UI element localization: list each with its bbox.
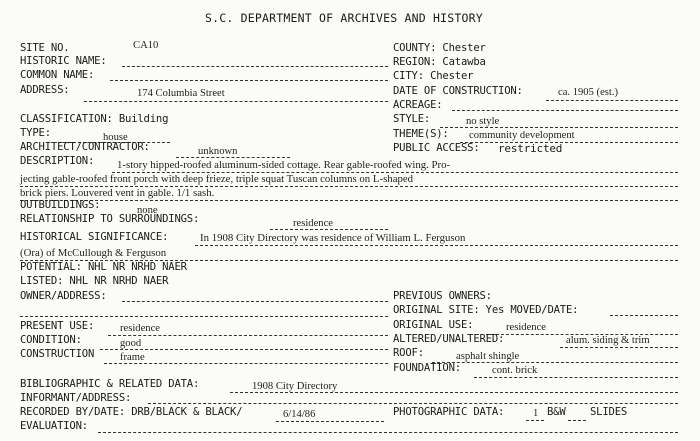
public-access-label: PUBLIC ACCESS: xyxy=(393,142,480,154)
architect-line xyxy=(176,157,290,158)
historic-name-label: HISTORIC NAME: xyxy=(20,55,107,67)
photographic-data-label: PHOTOGRAPHIC DATA: xyxy=(393,406,505,418)
acreage-label: ACREAGE: xyxy=(393,99,443,111)
historic-name-line xyxy=(122,66,388,67)
present-use-line xyxy=(108,335,388,336)
photographic-count-line xyxy=(526,420,544,421)
relationship-line xyxy=(270,229,388,230)
owner-address-line xyxy=(122,301,388,302)
recorded-label: RECORDED BY/DATE: DRB/BLACK & BLACK/ xyxy=(20,406,243,418)
site-no-label: SITE NO. xyxy=(20,42,70,54)
recorded-date: 6/14/86 xyxy=(283,409,316,420)
owner-address-label: OWNER/ADDRESS: xyxy=(20,290,107,302)
common-name-line xyxy=(110,80,388,81)
construction-value: frame xyxy=(120,352,145,363)
theme-line xyxy=(460,142,678,143)
description-rule-3 xyxy=(20,200,678,201)
bibliographic-label: BIBLIOGRAPHIC & RELATED DATA: xyxy=(20,378,200,390)
description-line-2: jecting gable-roofed front porch with deep frieze, triple squat Tuscan columns on L-shaped xyxy=(20,173,414,185)
classification-label: CLASSIFICATION: Building xyxy=(20,113,169,125)
architect-value: unknown xyxy=(198,146,238,157)
previous-owners-label: PREVIOUS OWNERS: xyxy=(393,290,492,302)
bibliographic-line xyxy=(230,392,678,393)
acreage-line xyxy=(452,110,678,111)
photographic-slides: SLIDES xyxy=(590,406,628,418)
theme-value: community development xyxy=(469,130,575,141)
original-use-label: ORIGINAL USE: xyxy=(393,319,474,331)
historical-significance-label: HISTORICAL SIGNIFICANCE: xyxy=(20,231,169,243)
foundation-line xyxy=(474,377,678,378)
recorded-line xyxy=(276,421,384,422)
altered-value: alum. siding & trim xyxy=(566,335,650,346)
public-access-value: restricted xyxy=(498,142,563,155)
relationship-label: RELATIONSHIP TO SURROUNDINGS: xyxy=(20,213,200,225)
historical-line-2: (Ora) of McCullough & Ferguson xyxy=(20,247,167,259)
style-value: no style xyxy=(466,116,500,127)
roof-label: ROOF: xyxy=(393,347,424,359)
outbuildings-label: OUTBUILDINGS: xyxy=(20,199,101,211)
date-of-construction-label: DATE OF CONSTRUCTION: xyxy=(393,85,523,97)
common-name-label: COMMON NAME: xyxy=(20,69,95,81)
date-of-construction-line xyxy=(546,100,678,101)
altered-label: ALTERED/UNALTERED: xyxy=(393,333,505,345)
potential-label: POTENTIAL: NHL NR NRHD NAER xyxy=(20,261,187,273)
foundation-label: FOUNDATION: xyxy=(393,362,461,374)
informant-line xyxy=(148,403,678,404)
roof-value: asphalt shingle xyxy=(456,351,520,362)
type-label: TYPE: xyxy=(20,127,51,139)
county-label: COUNTY: Chester xyxy=(393,42,486,54)
region-label: REGION: Catawba xyxy=(393,56,486,68)
altered-line xyxy=(560,347,678,348)
evaluation-label: EVALUATION: xyxy=(20,420,88,432)
construction-line xyxy=(104,363,388,364)
informant-label: INFORMANT/ADDRESS: xyxy=(20,392,132,404)
condition-value: good xyxy=(120,338,142,349)
roof-line xyxy=(432,362,678,363)
theme-label: THEME(S): xyxy=(393,128,449,140)
city-label: CITY: Chester xyxy=(393,70,474,82)
address-label: ADDRESS: xyxy=(20,84,70,96)
owner-address-line-2 xyxy=(20,316,388,317)
address-value: 174 Columbia Street xyxy=(137,88,225,99)
present-use-value: residence xyxy=(120,323,160,334)
foundation-value: cont. brick xyxy=(492,365,538,376)
site-no-value: CA10 xyxy=(133,40,159,51)
condition-line xyxy=(100,349,388,350)
style-line xyxy=(440,127,678,128)
relationship-value: residence xyxy=(293,218,333,229)
style-label: STYLE: xyxy=(393,113,431,125)
present-use-label: PRESENT USE: xyxy=(20,320,95,332)
date-of-construction-value: ca. 1905 (est.) xyxy=(558,87,619,98)
original-site-label: ORIGINAL SITE: Yes MOVED/DATE: xyxy=(393,304,579,316)
description-line-1: 1-story hipped-roofed aluminum-sided cottage. Rear gable-roofed wing. Pro- xyxy=(117,159,451,171)
type-value: house xyxy=(103,132,128,143)
evaluation-line xyxy=(98,432,678,433)
architect-label: ARCHITECT/CONTRACTOR: xyxy=(20,141,150,153)
photographic-bw: B&W xyxy=(547,406,566,418)
description-label: DESCRIPTION: xyxy=(20,155,95,167)
outbuildings-value: none xyxy=(137,205,158,216)
address-line xyxy=(84,101,388,102)
original-use-value: residence xyxy=(506,322,546,333)
bibliographic-value: 1908 City Directory xyxy=(252,381,338,392)
construction-label: CONSTRUCTION xyxy=(20,348,95,360)
description-line-3: brick piers. Louvered vent in gable. 1/1 sash. xyxy=(20,187,215,199)
historical-line-1: In 1908 City Directory was residence of William L. Ferguson xyxy=(200,232,466,244)
photographic-bw-line xyxy=(568,420,586,421)
photographic-count: 1 xyxy=(533,408,539,419)
condition-label: CONDITION: xyxy=(20,334,82,346)
historical-rule-1 xyxy=(195,245,678,246)
moved-date-line xyxy=(610,315,678,316)
page-title: S.C. DEPARTMENT OF ARCHIVES AND HISTORY xyxy=(205,11,483,25)
listed-label: LISTED: NHL NR NRHD NAER xyxy=(20,275,169,287)
